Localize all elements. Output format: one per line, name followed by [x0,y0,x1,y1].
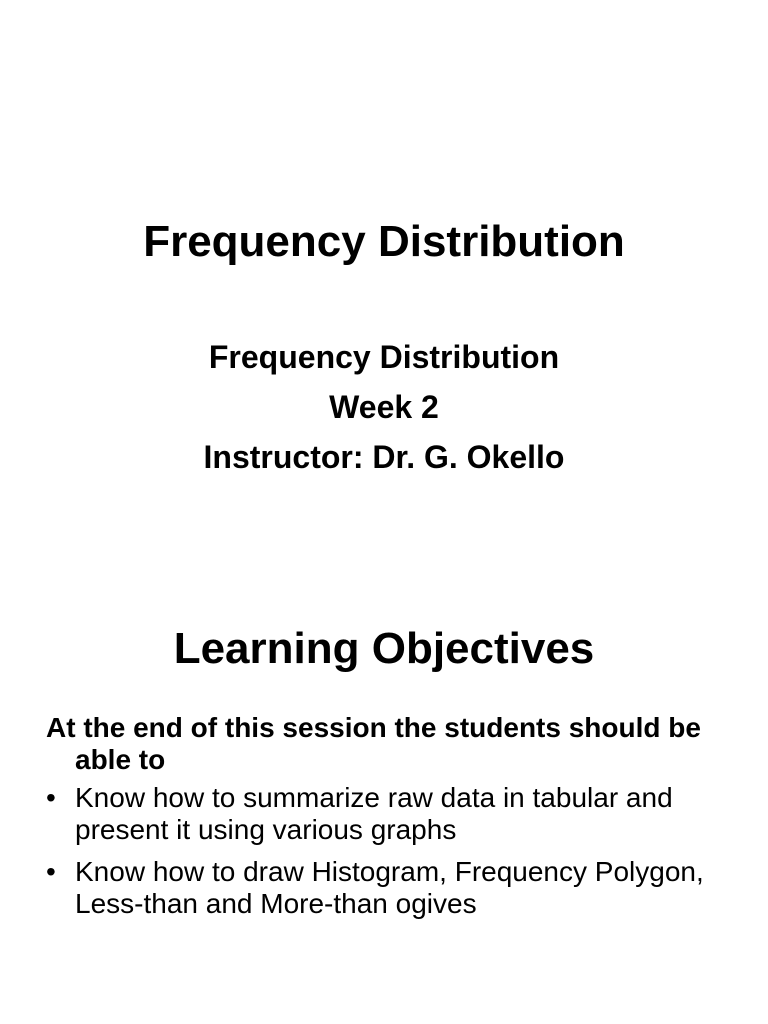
subtitle-week: Week 2 [329,389,439,425]
subtitle-instructor: Instructor: Dr. G. Okello [203,439,565,475]
subtitle-topic: Frequency Distribution [208,339,560,375]
objectives-body [46,712,736,930]
bullet-icon: • [46,856,56,887]
objective-item [46,856,736,920]
objectives-title: Learning Objectives [173,624,595,673]
objective-text: Know how to draw Histogram, Frequency Polygon, Less-than and More-than ogives [75,856,704,919]
objective-text: Know how to summarize raw data in tabular and present it using various graphs [75,782,673,845]
objective-item [46,782,736,846]
objectives-slide [0,512,768,1024]
slide-title: Frequency Distribution [143,217,625,266]
objectives-intro: At the end of this session the students should be able to [46,712,701,775]
bullet-icon: • [46,782,56,813]
subtitle-block [0,332,768,482]
objectives-list [46,782,736,920]
